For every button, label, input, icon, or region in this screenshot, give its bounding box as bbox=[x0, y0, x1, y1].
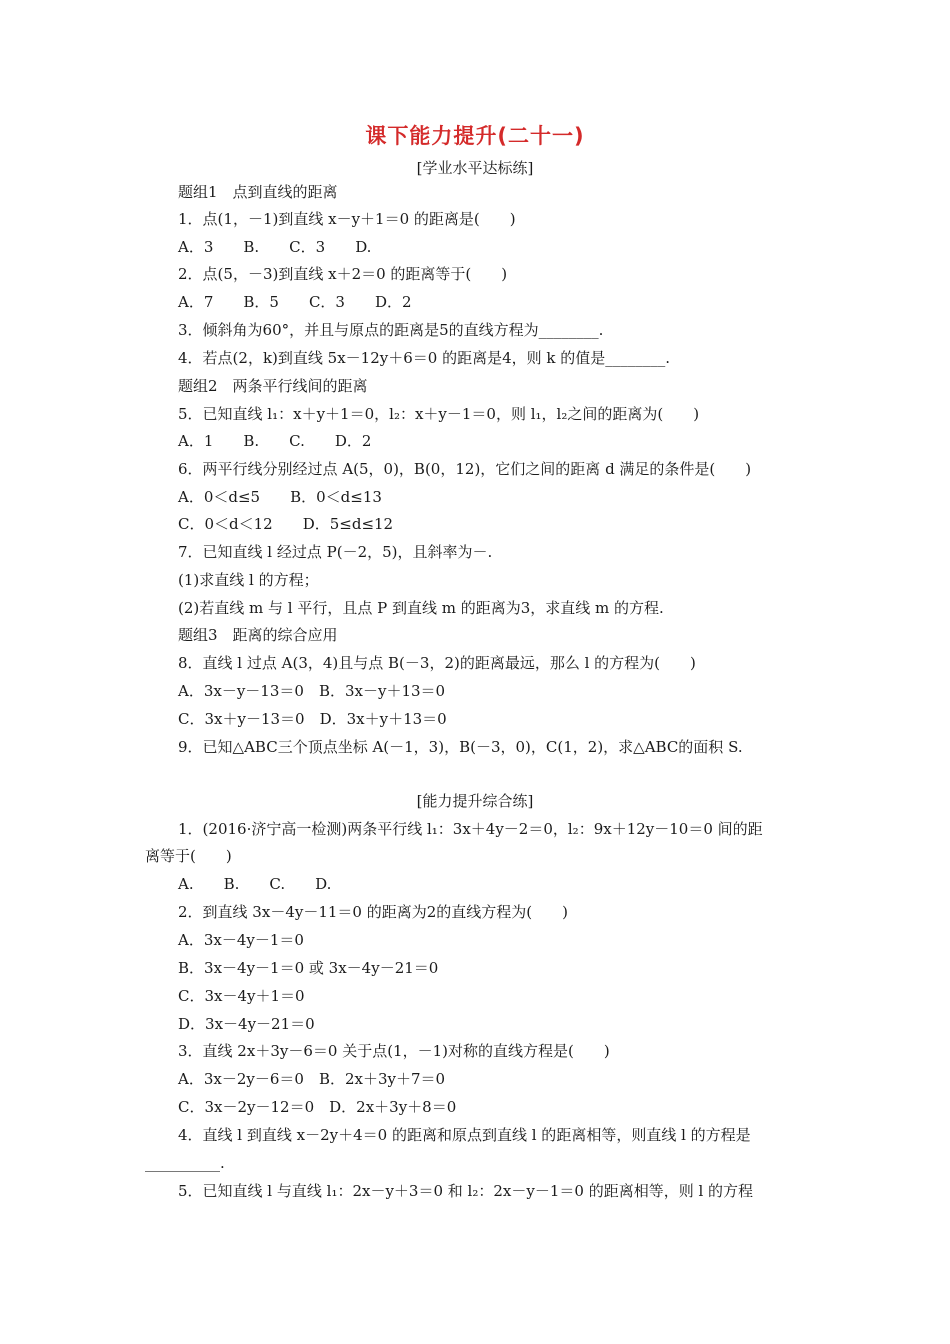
question-text: 5．已知直线 l 与直线 l₁：2x－y＋3＝0 和 l₂：2x－y－1＝0 的距离相等，则 l 的方程 bbox=[178, 1182, 754, 1200]
answer-options: A．3x－2y－6＝0 B．2x＋3y＋7＝0 bbox=[178, 1070, 446, 1088]
question-text: 7．已知直线 l 经过点 P(－2，5)，且斜率为－. bbox=[178, 543, 493, 561]
answer-options: A．1 B. C. D．2 bbox=[178, 432, 372, 450]
question-text: 3．直线 2x＋3y－6＝0 关于点(1，－1)对称的直线方程是( ) bbox=[178, 1042, 610, 1060]
question-text: 8．直线 l 过点 A(3，4)且与点 B(－3，2)的距离最远，那么 l 的方程为( ) bbox=[178, 654, 696, 672]
group-heading: 题组3 距离的综合应用 bbox=[178, 626, 338, 644]
answer-options: A．0＜d≤5 B．0＜d≤13 bbox=[178, 488, 382, 506]
group-heading: 题组2 两条平行线间的距离 bbox=[178, 377, 368, 395]
question-text-continued: 离等于( ) bbox=[145, 847, 232, 865]
question-text: 2．点(5，－3)到直线 x＋2＝0 的距离等于( ) bbox=[178, 265, 508, 283]
answer-options: A. B. C. D. bbox=[178, 875, 332, 893]
answer-option: D．3x－4y－21＝0 bbox=[178, 1015, 315, 1033]
answer-option: B．3x－4y－1＝0 或 3x－4y－21＝0 bbox=[178, 959, 439, 977]
answer-option: A．3x－4y－1＝0 bbox=[178, 931, 304, 949]
answer-blank: __________. bbox=[145, 1154, 225, 1172]
question-text: 2．到直线 3x－4y－11＝0 的距离为2的直线方程为( ) bbox=[178, 903, 568, 921]
question-text: 9．已知△ABC三个顶点坐标 A(－1，3)，B(－3，0)，C(1，2)，求△ABC的面积 S. bbox=[178, 738, 743, 756]
question-text: 4．若点(2，k)到直线 5x－12y＋6＝0 的距离是4，则 k 的值是________. bbox=[178, 349, 671, 367]
group-heading: 题组1 点到直线的距离 bbox=[178, 183, 338, 201]
sub-question: (1)求直线 l 的方程； bbox=[178, 571, 319, 589]
question-text: 6．两平行线分别经过点 A(5，0)，B(0，12)，它们之间的距离 d 满足的条件是( ) bbox=[178, 460, 752, 478]
question-text: 5．已知直线 l₁：x＋y＋1＝0，l₂：x＋y－1＝0，则 l₁，l₂之间的距离为( ) bbox=[178, 405, 700, 423]
answer-option: C．3x－4y＋1＝0 bbox=[178, 987, 305, 1005]
answer-options: C．0＜d＜12 D．5≤d≤12 bbox=[178, 515, 394, 533]
question-text: 4．直线 l 到直线 x－2y＋4＝0 的距离和原点到直线 l 的距离相等，则直线 l 的方程是 bbox=[178, 1126, 751, 1144]
question-text: 3．倾斜角为60°，并且与原点的距离是5的直线方程为________. bbox=[178, 321, 604, 339]
answer-options: C．3x＋y－13＝0 D．3x＋y＋13＝0 bbox=[178, 710, 447, 728]
section-header-advanced: [能力提升综合练] bbox=[416, 792, 534, 810]
sub-question: (2)若直线 m 与 l 平行，且点 P 到直线 m 的距离为3，求直线 m 的方程. bbox=[178, 599, 664, 617]
answer-options: A．3 B. C．3 D. bbox=[178, 238, 372, 256]
page-title: 课下能力提升(二十一) bbox=[365, 124, 585, 148]
question-text: 1．点(1，－1)到直线 x－y＋1＝0 的距离是( ) bbox=[178, 210, 516, 228]
answer-options: C．3x－2y－12＝0 D．2x＋3y＋8＝0 bbox=[178, 1098, 457, 1116]
answer-options: A．7 B．5 C．3 D．2 bbox=[178, 293, 412, 311]
question-text: 1．(2016·济宁高一检测)两条平行线 l₁：3x＋4y－2＝0，l₂：9x＋12y－10＝0 间的距 bbox=[178, 820, 763, 838]
section-header-basic: [学业水平达标练] bbox=[416, 159, 534, 177]
answer-options: A．3x－y－13＝0 B．3x－y＋13＝0 bbox=[178, 682, 446, 700]
